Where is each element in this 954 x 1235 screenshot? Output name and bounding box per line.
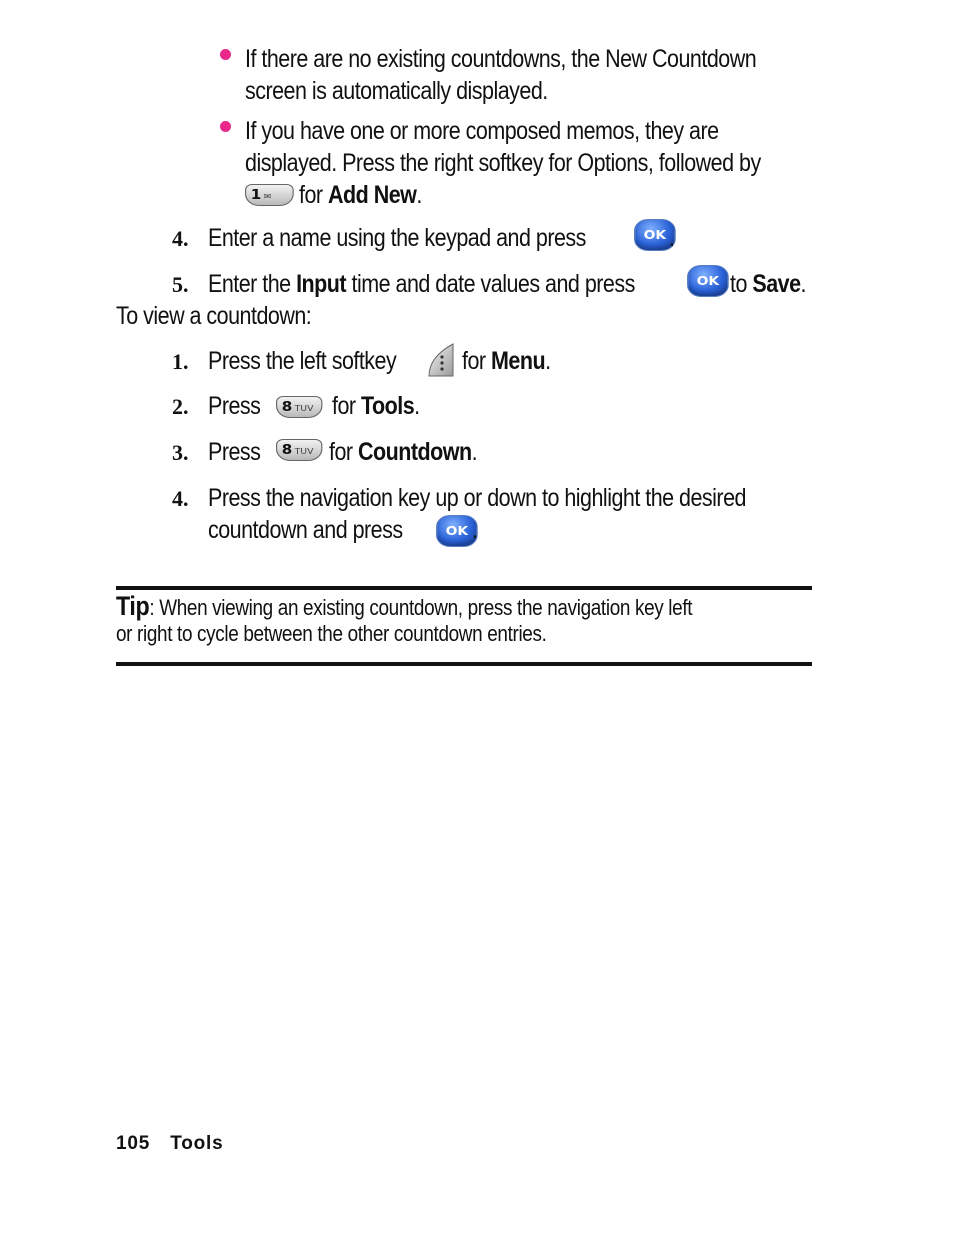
bullet-marker bbox=[220, 49, 231, 60]
bullet-key-line: 1 ✉ for Add New. bbox=[245, 179, 442, 211]
step-line-end: for Menu. bbox=[462, 347, 551, 375]
key-8-icon: 8 TUV bbox=[276, 439, 322, 461]
step-number: 4. bbox=[172, 486, 189, 511]
ok-key-icon: OK bbox=[687, 265, 729, 297]
section-name: Tools bbox=[170, 1133, 224, 1154]
step-line: Press bbox=[208, 438, 261, 466]
step-line-end: to Save. bbox=[730, 270, 807, 298]
step-line: Press the left softkey bbox=[208, 347, 397, 375]
page-footer bbox=[116, 1133, 223, 1155]
bullet-text: If there are no existing countdowns, the New Countdown screen is automatically displayed. bbox=[245, 45, 757, 105]
bullet-marker bbox=[220, 121, 231, 132]
step-line: Enter the Input time and date values and press bbox=[208, 270, 635, 298]
tip-top-rule bbox=[116, 586, 812, 590]
key-8-icon: 8 TUV bbox=[276, 396, 322, 418]
tip-text: Tip: When viewing an existing countdown, press the navigation key left or right to cycle between the other countdown entries. bbox=[116, 591, 693, 646]
section-intro: To view a countdown: bbox=[116, 302, 312, 330]
step-line-end: for Tools. bbox=[332, 392, 420, 420]
ok-key-icon: OK bbox=[436, 515, 478, 547]
bullet-text: If you have one or more composed memos, they are displayed. Press the right softkey for Options, followed by bbox=[245, 117, 761, 177]
tip-bottom-rule bbox=[116, 662, 812, 666]
key-1-icon: 1 ✉ bbox=[245, 184, 294, 206]
step-number: 1. bbox=[172, 349, 189, 374]
step-number: 3. bbox=[172, 440, 189, 465]
left-softkey-icon bbox=[427, 343, 455, 377]
step-number: 5. bbox=[172, 272, 189, 297]
step-line: Press bbox=[208, 392, 261, 420]
step-end: . bbox=[472, 516, 478, 544]
step-number: 2. bbox=[172, 394, 189, 419]
step-line: Enter a name using the keypad and press bbox=[208, 224, 586, 252]
step-line-end: for Countdown. bbox=[329, 438, 478, 466]
step-end: . bbox=[669, 224, 675, 252]
page-number: 105 bbox=[116, 1133, 151, 1154]
step-line: Press the navigation key up or down to highlight the desired countdown and press bbox=[208, 484, 746, 544]
ok-key-icon: OK bbox=[634, 219, 676, 251]
step-number: 4. bbox=[172, 226, 189, 251]
